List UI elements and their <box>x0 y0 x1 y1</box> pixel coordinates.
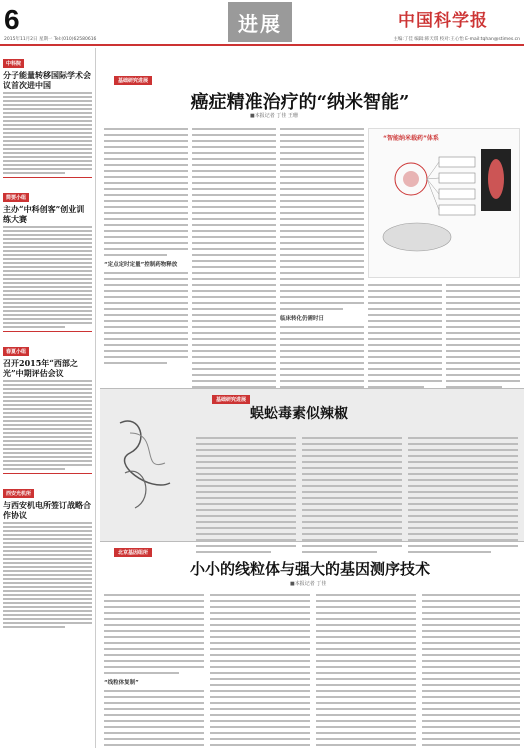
subhead: 临床转化仍需时日 <box>280 316 325 322</box>
contact-line: 主编:丁佳 编辑:韩天琪 校对:王心怡 E-mail:tqhan@stimes.cn <box>393 37 520 42</box>
sidebar-item <box>3 338 92 474</box>
sidebar-tag: 西安光机所 <box>3 489 34 498</box>
masthead-logo: 中国科学报 <box>398 11 488 31</box>
headline: 小小的线粒体与强大的基因测序技术 <box>190 560 431 578</box>
article-column <box>422 594 520 748</box>
article-tag: 基础研究进展 <box>114 76 152 85</box>
article-column <box>368 284 442 392</box>
article-column <box>104 594 204 748</box>
date-line: 2015年11月2日 星期一 Tel:(010)62580616 <box>4 37 97 42</box>
sidebar-tag: 简要小组 <box>3 193 29 202</box>
molecule-figure <box>110 403 190 523</box>
article-tag: 基础研究进展 <box>212 395 250 404</box>
sidebar-tag: 春夏小组 <box>3 347 29 356</box>
sidebar-title: 与西安机电所签订战略合作协议 <box>3 500 91 520</box>
article-column <box>196 437 296 557</box>
sidebar-title: 召开2015年“西部之光”中期评估会议 <box>3 358 78 378</box>
article-column <box>408 437 518 557</box>
byline: ■本报记者 丁佳 <box>290 581 327 587</box>
sidebar-item <box>3 50 92 178</box>
subhead: “线粒体复制” <box>104 680 139 686</box>
page-number: 6 <box>4 4 20 35</box>
article-figure <box>368 128 520 278</box>
page-header <box>0 0 524 46</box>
article-column <box>104 128 188 368</box>
section-tab: 进展 <box>228 2 292 42</box>
article-column <box>316 594 416 748</box>
sidebar-title: 分子能量转移国际学术会议首次进中国 <box>3 70 91 90</box>
subhead: “定点定时定量”控制药物释放 <box>104 262 178 268</box>
article-column <box>210 594 310 748</box>
article-column <box>302 437 402 557</box>
figure-title: “智能纳米载药”体系 <box>383 135 439 142</box>
headline: 蜈蚣毒素似辣椒 <box>250 406 348 422</box>
sidebar-item <box>3 184 92 332</box>
main-content <box>100 48 524 748</box>
feature-box <box>100 388 524 542</box>
nanocarrier-diagram <box>369 129 519 277</box>
news-sidebar <box>0 48 96 748</box>
sidebar-item <box>3 480 92 628</box>
headline: 癌症精准治疗的“纳米智能” <box>190 92 410 113</box>
sidebar-title: 主办“中科创客”创业训练大赛 <box>3 204 85 224</box>
article-tag: 北京基因组所 <box>114 548 152 557</box>
header-rule <box>0 44 524 46</box>
byline: ■本报记者 丁佳 王珊 <box>250 113 298 119</box>
article-column <box>446 284 520 392</box>
sidebar-tag: 中科院 <box>3 59 24 68</box>
